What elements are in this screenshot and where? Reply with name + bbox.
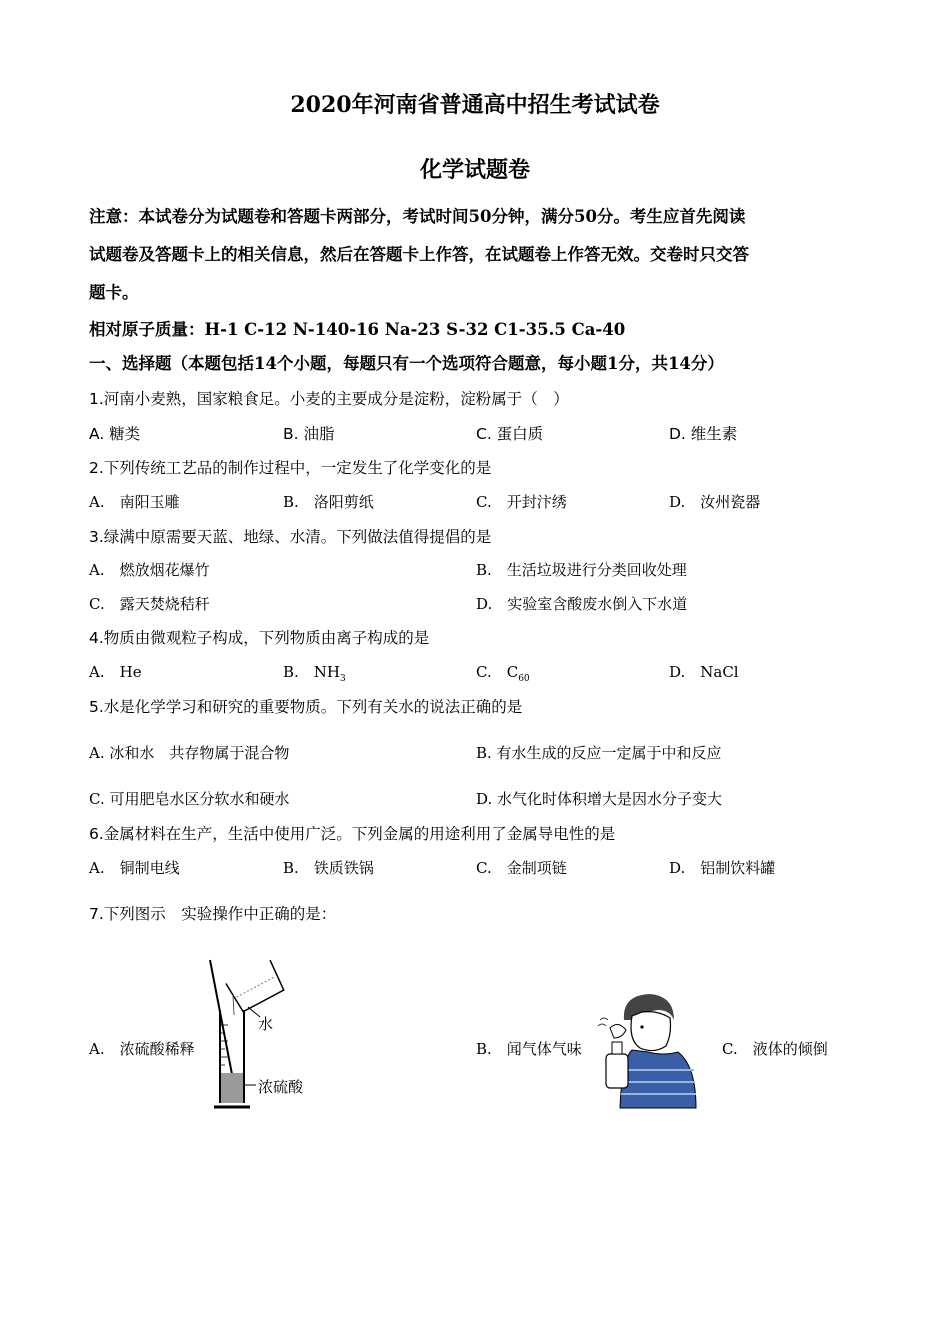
question-5-stem: 5.水是化学学习和研究的重要物质。下列有关水的说法正确的是 xyxy=(89,698,523,716)
page-subtitle: 化学试题卷 xyxy=(419,157,530,183)
question-5-option-d: D. 水气化时体积增大是因水分子变大 xyxy=(476,790,723,808)
eye xyxy=(640,1025,643,1028)
figure-label-acid: 浓硫酸 xyxy=(258,1078,304,1096)
question-1-stem: 1.河南小麦熟，国家粮食足。小麦的主要成分是淀粉，淀粉属于（ ） xyxy=(89,390,569,408)
question-4-option-b: B. $NH_3$ xyxy=(283,663,346,684)
question-7-stem: 7.下列图示 实验操作中正确的是： xyxy=(89,905,337,923)
bottle-neck xyxy=(612,1042,622,1054)
question-3-option-b: B. 生活垃圾进行分类回收处理 xyxy=(476,561,687,579)
face xyxy=(631,1012,671,1051)
acid-dilution-figure xyxy=(200,955,320,1115)
question-6-stem: 6.金属材料在生产，生活中使用广泛。下列金属的用途利用了金属导电性的是 xyxy=(89,825,616,843)
section-heading: 一、选择题（本题包括14个小题，每题只有一个选项符合题意，每小题1分，共14分） xyxy=(89,354,724,373)
sweater xyxy=(620,1050,696,1108)
question-1-option-a: A. 糖类 xyxy=(89,425,141,443)
atomic-mass-line: 相对原子质量：H-1 C-12 N-140-16 Na-23 S-32 C1-35.5 Ca-40 xyxy=(89,320,626,339)
gas-bottle xyxy=(606,1054,628,1088)
question-4-stem: 4.物质由微观粒子构成，下列物质由离子构成的是 xyxy=(89,629,430,647)
figure-label-water: 水 xyxy=(258,1015,274,1033)
question-3-option-d: D. 实验室含酸废水倒入下水道 xyxy=(476,595,688,613)
question-2-option-b: B. 洛阳剪纸 xyxy=(283,493,374,511)
water-stream xyxy=(233,995,234,1015)
notice-line-1: 注意：本试卷分为试题卷和答题卡两部分，考试时间50分钟，满分50分。考生应首先阅读 xyxy=(89,207,746,226)
question-4-option-c: C. $C_{60}$ xyxy=(476,663,530,684)
question-3-stem: 3.绿满中原需要天蓝、地绿、水清。下列做法值得提倡的是 xyxy=(89,528,492,546)
question-2-option-d: D. 汝州瓷器 xyxy=(669,493,761,511)
question-2-stem: 2.下列传统工艺品的制作过程中，一定发生了化学变化的是 xyxy=(89,459,492,477)
question-1-option-b: B. 油脂 xyxy=(283,425,335,443)
page-title: 2020年河南省普通高中招生考试试卷 xyxy=(290,92,660,118)
smell-gas-figure xyxy=(592,990,702,1110)
question-6-option-d: D. 铝制饮料罐 xyxy=(669,859,776,877)
notice xyxy=(89,198,869,312)
question-5-option-a: A. 冰和水 共存物属于混合物 xyxy=(89,744,290,762)
question-6-option-b: B. 铁质铁锅 xyxy=(283,859,374,877)
question-7-option-c: C. 液体的倾倒 xyxy=(722,1040,828,1058)
question-4-option-d: D. NaCl xyxy=(669,663,739,681)
question-2-option-a: A. 南阳玉雕 xyxy=(89,493,180,511)
question-5-option-b: B. 有水生成的反应一定属于中和反应 xyxy=(476,744,722,762)
fume-lines xyxy=(598,1018,608,1026)
question-3-option-a: A. 燃放烟花爆竹 xyxy=(89,561,210,579)
question-1-option-d: D. 维生素 xyxy=(669,425,738,443)
question-6-option-a: A. 铜制电线 xyxy=(89,859,180,877)
question-7-option-a: A. 浓硫酸稀释 xyxy=(89,1040,195,1058)
question-7-option-b: B. 闻气体气味 xyxy=(476,1040,582,1058)
notice-line-3: 题卡。 xyxy=(89,283,139,302)
question-3-option-c: C. 露天焚烧秸秆 xyxy=(89,595,210,613)
waving-hand xyxy=(610,1024,626,1038)
question-2-option-c: C. 开封汴绣 xyxy=(476,493,567,511)
question-5-option-c: C. 可用肥皂水区分软水和硬水 xyxy=(89,790,290,808)
acid-liquid xyxy=(221,1073,243,1103)
beaker xyxy=(226,960,286,1013)
question-4-option-a: A. He xyxy=(89,663,142,681)
question-1-option-c: C. 蛋白质 xyxy=(476,425,544,443)
notice-line-2: 试题卷及答题卡上的相关信息，然后在答题卡上作答，在试题卷上作答无效。交卷时只交答 xyxy=(89,245,749,264)
question-6-option-c: C. 金制项链 xyxy=(476,859,567,877)
